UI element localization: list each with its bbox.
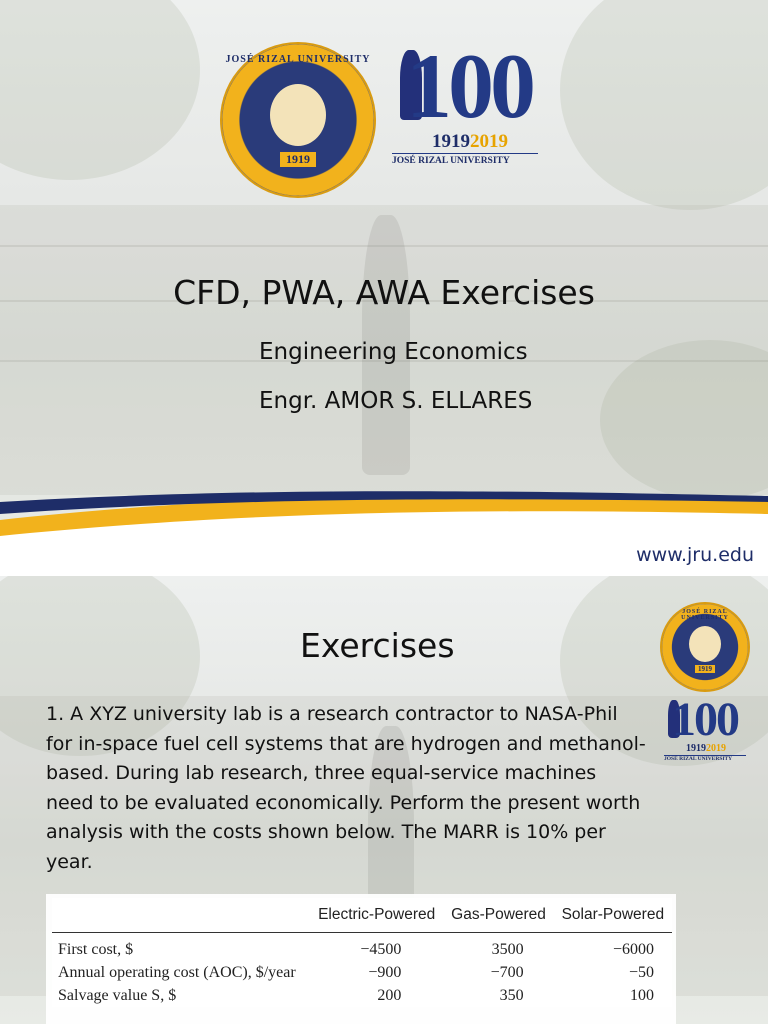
seal-year: 1919: [280, 152, 316, 167]
table-row: [52, 961, 672, 984]
seal-portrait: [270, 84, 326, 146]
table-header-label: [52, 898, 310, 933]
seal-year: 1919: [695, 665, 715, 673]
table-cell: −900: [368, 964, 402, 981]
website-url[interactable]: www.jru.edu: [636, 544, 754, 566]
table-header-row: [52, 898, 672, 933]
table-row: [52, 933, 672, 962]
seal-portrait: [689, 626, 721, 662]
column-header: Gas-Powered: [443, 898, 553, 933]
slide-author: Engr. AMOR S. ELLARES: [259, 388, 533, 414]
centennial-logo: [390, 35, 550, 175]
centennial-years: [686, 744, 726, 754]
seal-arc-text: JOSÉ RIZAL UNIVERSITY: [681, 609, 729, 621]
table-cell: 350: [499, 987, 524, 1004]
centennial-years: [432, 132, 508, 151]
centennial-number: 100: [406, 35, 532, 137]
university-seal: [662, 604, 748, 690]
table-cell: −50: [628, 964, 654, 981]
year-start: 1919: [432, 131, 470, 152]
table-cell: 3500: [491, 941, 524, 958]
column-header: Electric-Powered: [310, 898, 443, 933]
table-cell: −6000: [612, 941, 654, 958]
table-cell: 200: [377, 987, 402, 1004]
centennial-name: JOSÉ RIZAL UNIVERSITY: [392, 156, 510, 166]
centennial-rule: [392, 153, 538, 154]
centennial-logo: [664, 693, 754, 766]
table-cell: −700: [490, 964, 524, 981]
cost-table: [52, 898, 672, 1007]
centennial-name: JOSÉ RIZAL UNIVERSITY: [664, 756, 733, 762]
table-cell: −4500: [360, 941, 402, 958]
row-label: Annual operating cost (AOC), $/year: [58, 964, 296, 981]
table-cell: 100: [630, 987, 654, 1004]
year-end: 2019: [470, 131, 508, 152]
row-label: Salvage value S, $: [58, 987, 177, 1004]
centennial-number: 100: [672, 693, 738, 746]
row-label: First cost, $: [58, 941, 134, 958]
column-header: Solar-Powered: [554, 898, 672, 933]
year-end: 2019: [706, 743, 726, 754]
exercise-paragraph: 1. A XYZ university lab is a research contractor to NASA-Phil for in-space fuel cell systems that are hydrogen and methanol-based. During lab research, three equal-service machines need to be evaluated economically. Perform the present worth analysis with the costs shown below. The MARR is 10% per year.: [46, 703, 646, 873]
slide-title: Exercises: [300, 626, 455, 665]
slide-subtitle: Engineering Economics: [259, 339, 528, 365]
table-row: [52, 984, 672, 1007]
university-seal: [222, 44, 374, 196]
seal-arc-text: JOSÉ RIZAL UNIVERSITY: [225, 54, 371, 65]
year-start: 1919: [686, 743, 706, 754]
slide-title: CFD, PWA, AWA Exercises: [173, 273, 595, 312]
exercises-slide: [0, 576, 768, 1024]
